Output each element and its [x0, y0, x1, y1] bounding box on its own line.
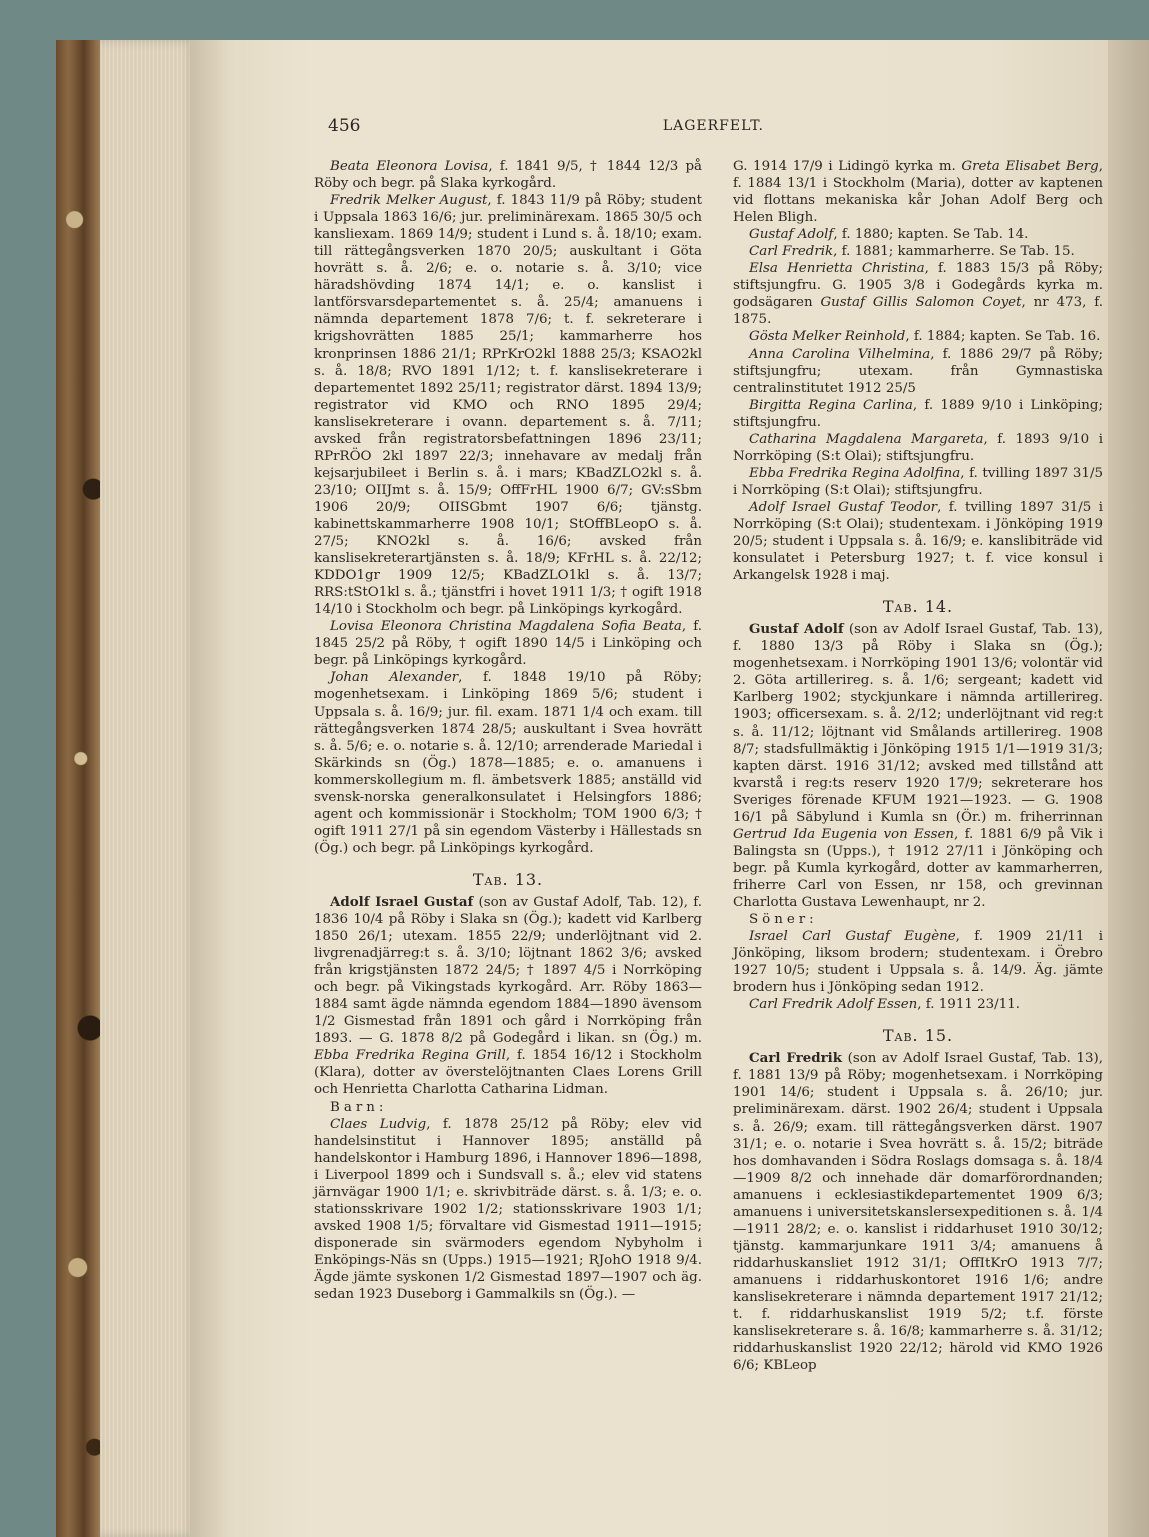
entry-lovisa: Lovisa Eleonora Christina Magdalena Sofia Beata, f. 1845 25/2 på Röby, † ogift 1890 14/5 i Linköping och begr. på Linköpings kyrkogård.: [314, 619, 703, 669]
entry-israel: Israel Carl Gustaf Eugène, f. 1909 21/11 i Jönköping, liksom brodern; studentexam. i Örebro 1927 10/5; student i Uppsala s. å. 14/9. Äg. jämte brodern hus i Jönköping sedan 1912.: [733, 929, 1103, 996]
left-column: [314, 158, 702, 1303]
entry-beata: Beata Eleonora Lovisa, f. 1841 9/5, † 1844 12/3 på Röby och begr. på Slaka kyrkogård.: [314, 159, 702, 192]
entry-gosta: Gösta Melker Reinhold, f. 1884; kapten. Se Tab. 16.: [749, 329, 1101, 345]
barn-label: Barn:: [330, 1099, 388, 1115]
running-title: LAGERFELT.: [662, 118, 764, 134]
tab14-heading: Tab. 14.: [882, 597, 954, 617]
entry-marriage: G. 1914 17/9 i Lidingö kyrka m. Greta Elisabet Berg, f. 1884 13/1 i Stockholm (Maria), dotter av kaptenen vid flottans mekaniska kår Johan Adolf Berg och Helen Bligh.: [733, 159, 1103, 226]
page-number: 456: [328, 116, 361, 136]
facing-page-edge: [1108, 40, 1149, 1537]
entry-johan: Johan Alexander, f. 1848 19/10 på Röby; mogenhetsexam. i Linköping 1869 5/6; student i Uppsala s. å. 16/9; jur. fil. exam. 1871 1/4 och exam. till rättegångsverken 1874 28/5; auskultant i Svea hovrätt s. å. 5/6; e. o. notarie s. å. 12/10; arrenderade Mariedal i Skärkinds sn (Ög.) 1878—1885; e. o. amanuens i kommerskollegium m. fl. ämbetsverk 1885; anställd vid svensk-norska generalkonsulatet i Helsingfors 1886; agent och kommissionär i Stockholm; TOM 1900 6/3; † ogift 1911 27/1 på sin egendom Västerby i Hällestads sn (Ög.) och begr. på Linköpings kyrkogård.: [314, 670, 702, 856]
entry-carl-fredrik: Carl Fredrik, f. 1881; kammarherre. Se Tab. 15.: [749, 244, 1075, 260]
entry-ebba: Ebba Fredrika Regina Adolfina, f. tvilling 1897 31/5 i Norrköping (S:t Olai); stiftsjungfru.: [733, 465, 1103, 498]
tab13-heading: Tab. 13.: [472, 869, 544, 889]
entry-birgitta: Birgitta Regina Carlina, f. 1889 9/10 i Linköping; stiftsjungfru.: [733, 397, 1103, 430]
entry-elsa: Elsa Henrietta Christina, f. 1883 15/3 på Röby; stiftsjungfru. G. 1905 3/8 i Godegårds kyrka m. godsägaren Gustaf Gillis Salomon Coyet, nr 473, f. 1875.: [733, 261, 1104, 328]
entry-anna: Anna Carolina Vilhelmina, f. 1886 29/7 på Röby; stiftsjungfru; utexam. från Gymnastiska centralinstitutet 1912 25/5: [733, 346, 1103, 396]
entry-gustaf-adolf: Gustaf Adolf, f. 1880; kapten. Se Tab. 14.: [749, 227, 1029, 243]
tab15-heading: Tab. 15.: [882, 1026, 954, 1046]
entry-carl-essen: Carl Fredrik Adolf Essen, f. 1911 23/11.: [749, 997, 1020, 1013]
soner-label: Söner:: [749, 912, 818, 928]
entry-claes: Claes Ludvig, f. 1878 25/12 på Röby; elev vid handelsinstitut i Hannover 1895; anställd på handelskontor i Hamburg 1896, i Hannover 1896—1898, i Liverpool 1899 och i Sundsvall s. å.; elev vid statens järnvägar 1900 1/1; e. skrivbiträde därst. s. å. 1/3; e. o. stationsskrivare 1902 1/2; stationsskrivare 1903 1/1; avsked 1908 1/5; förvaltare vid Gismestad 1911—1915; disponerade sin svärmoders egendom Nybyholm i Enköpings-Näs sn (Upps.) 1915—1921; RJohO 1918 9/4. Ägde jämte syskonen 1/2 Gismestad 1897—1907 och äg. sedan 1923 Duseborg i Gammalkils sn (Ög.). —: [314, 1116, 702, 1303]
entry-adolf-teodor: Adolf Israel Gustaf Teodor, f. tvilling 1897 31/5 i Norrköping (S:t Olai); studentexam. i Jönköping 1919 20/5; student i Uppsala s. å. 16/9; e. kanslibiträde vid konsulatet i Petersburg 1927; t. f. vice konsul i Arkangelsk 1928 i maj.: [733, 499, 1103, 584]
entry-catharina: Catharina Magdalena Margareta, f. 1893 9/10 i Norrköping (S:t Olai); stiftsjungfru.: [733, 431, 1103, 464]
tab13-entry: Adolf Israel Gustaf (son av Gustaf Adolf, Tab. 12), f. 1836 10/4 på Röby i Slaka sn (Ög.); kadett vid Karlberg 1850 26/1; utexam. 1855 22/9; underlöjtnant vid 2. livgrenadjärreg:t s. å. 3/10; löjtnant 1862 3/6; avsked från krigstjänsten 1872 24/5; † 1897 4/5 i Norrköping och begr. på Vikingstads kyrkogård. Arr. Röby 1863—1884 samt ägde nämnda egendom 1884—1890 ävensom 1/2 Gismestad från 1891 och gård i Norrköping från 1893. — G. 1878 8/2 på Godegård i likan. sn (Ög.) m. Ebba Fredrika Regina Grill, f. 1854 16/12 i Stockholm (Klara), dotter av överstelöjtnanten Claes Lorens Grill och Henrietta Charlotta Catharina Lidman.: [314, 893, 703, 1098]
tab15-entry: Carl Fredrik (son av Adolf Israel Gustaf, Tab. 13), f. 1881 13/9 på Röby; mogenhetsexam. i Norrköping 1901 14/6; student i Uppsala s. å. 26/10; jur. preliminärexam. därst. 1902 26/4; student i Uppsala s. å. 26/9; exam. till rättegångsverken därst. 1907 31/1; e. o. notarie i Svea hovrätt s. å. 15/2; biträde hos domhavanden i Södra Roslags domsaga s. å. 18/4—1909 8/2 och innehade där domarförordnanden; amanuens i ecklesiastikdepartementet 1909 6/3; amanuens i universitetskanslersexpeditionen s. å. 1/4—1911 28/2; e. o. kanslist i riddarhuset 1910 30/12; tjänstg. kammarjunkare 1911 3/4; amanuens å riddarhuskansliet 1912 31/1; OffItKrO 1913 7/7; amanuens i riddarhuskontoret 1916 1/6; andre kanslisekreterare i nämnda departement 1917 21/12; t. f. riddarhuskanslist 1919 5/2; t.f. förste kanslisekreterare s. å. 16/8; kammarherre s. å. 31/12; riddarhuskanslist 1920 22/12; härold vid KMO 1926 6/6; KBLeop: [733, 1050, 1103, 1374]
entry-fredrik: Fredrik Melker August, f. 1843 11/9 på Röby; student i Uppsala 1863 16/6; jur. preliminärexam. 1865 30/5 och kansliexam. 1869 14/9; student i Lund s. å. 18/10; exam. till rättegångsverken 1870 20/5; auskultant i Göta hovrätt s. å. 2/6; e. o. notarie s. å. 3/10; vice häradshövding 1874 14/1; e. o. kanslist i lantförsvarsdepartementet s. å. 25/4; amanuens i nämnda departement 1878 7/6; t. f. sekreterare i krigshovrätten 1885 25/1; kammarherre hos kronprinsen 1886 21/1; RPrKrO2kl 1888 25/3; KSAO2kl s. å. 18/8; RVO 1891 1/12; t. f. kanslisekreterare i departementet 1892 25/11; registrator därst. 1894 13/9; registrator vid KMO och RNO 1895 29/4; kanslisekreterare i ovann. departement s. å. 7/11; avsked från registratorsbefattningen 1896 23/11; RPrRÖO 2kl 1897 22/3; innehavare av medalj från kejsarjubileet i Berlin s. å. i mars; KBadZLO2kl s. å. 23/10; OIIJmt s. å. 15/9; OffFrHL 1900 6/7; GV:sSbm 1906 20/9; OIISGbmt 1907 6/6; tjänstg. kabinettskammarherre 1908 10/1; StOffBLeopO s. å. 27/5; KNO2kl s. å. 16/6; avsked från kanslisekreterartjänsten s. å. 18/9; KFrHL s. å. 22/12; KDDO1gr 1909 12/5; KBadZLO1kl s. å. 13/7; RRS:tStO1kl s. å.; tjänstfri i hovet 1911 1/3; † ogift 1918 14/10 i Stockholm och begr. på Linköpings kyrkogård.: [314, 193, 703, 618]
page-edges: [100, 40, 196, 1537]
right-column: [733, 158, 1103, 1374]
tab14-entry: Gustaf Adolf (son av Adolf Israel Gustaf, Tab. 13), f. 1880 13/3 på Röby i Slaka sn (Ög.); mogenhetsexam. i Norrköping 1901 13/6; volontär vid 2. Göta artillerireg. s. å. 1/6; sergeant; kadett vid Karlberg 1902; styckjunkare i nämnda artillerireg. 1903; officersexam. s. å. 2/12; underlöjtnant vid reg:t s. å. 11/12; löjtnant vid Smålands artillerireg. 1908 8/7; stadsfullmäktig i Jönköping 1915 1/1—1919 31/3; kapten därst. 1916 31/12; avsked med tillstånd att kvarstå i reg:ts reserv 1920 17/9; sekreterare hos Sveriges förenade KFUM 1921—1923. — G. 1908 16/1 på Säbylund i Kumla sn (Ör.) m. friherrinnan Gertrud Ida Eugenia von Essen, f. 1881 6/9 på Vik i Balingsta sn (Upps.), † 1912 27/11 i Jönköping och begr. på Kumla kyrkogård, dotter av kammarherren, friherre Carl von Essen, nr 158, och grevinnan Charlotta Gustava Lewenhaupt, nr 2.: [733, 621, 1103, 910]
